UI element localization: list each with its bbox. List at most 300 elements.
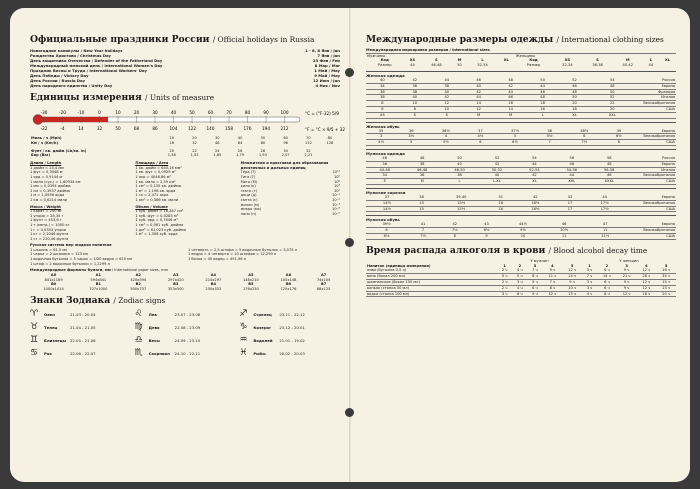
fahrenheit-tick: 86 bbox=[152, 126, 158, 131]
unit-row bbox=[30, 153, 340, 158]
celsius-tick: 0 bbox=[98, 110, 101, 115]
size-country: Европа bbox=[661, 83, 675, 88]
length-item: 1 мм = 0,0394 дюйма bbox=[30, 184, 71, 189]
size-value: 40-42 bbox=[622, 63, 633, 68]
zodiac-glyph-icon: ♍ bbox=[134, 322, 143, 333]
paper-title: Международные форматы бумаги, мм / International paper sizes, mm bbox=[30, 268, 169, 273]
prefix-name: милли (м) bbox=[240, 202, 260, 207]
size-cell: L-XL bbox=[493, 179, 501, 184]
size-code: XS bbox=[564, 58, 571, 63]
paper-size-row bbox=[30, 287, 340, 292]
clothing-sections bbox=[366, 71, 676, 240]
paper-code: A7 bbox=[320, 272, 327, 277]
size-cell: 3½ bbox=[408, 134, 415, 139]
paper-size: 148x210 bbox=[242, 277, 259, 282]
celsius-tick: 60 bbox=[207, 110, 214, 115]
size-cell: 44 bbox=[508, 89, 513, 94]
size-cell: 4 bbox=[444, 134, 447, 139]
fahrenheit-tick: 212 bbox=[280, 126, 289, 131]
celsius-tick: 10 bbox=[115, 110, 121, 115]
zodiac-glyph-icon: ♏ bbox=[134, 348, 143, 359]
alcohol-drink: шампанское (бокал 150 мл) bbox=[367, 279, 420, 284]
prefix-title: Множители и приставки для образования десятичных и дольных единиц bbox=[240, 161, 329, 170]
alcohol-time: 7 ч bbox=[549, 279, 556, 284]
size-code: XS bbox=[409, 58, 416, 63]
prefix-factor: 10⁻⁹ bbox=[332, 211, 340, 216]
unit-value: 1,38 bbox=[167, 153, 176, 158]
alcohol-time: 3 ч bbox=[586, 268, 593, 273]
zodiac-dates: 23.12 - 20.01 bbox=[279, 324, 305, 330]
alcohol-time: 5 ч bbox=[532, 279, 538, 284]
size-cell: 8½ bbox=[483, 228, 490, 233]
prefix-factor: 10⁻⁶ bbox=[332, 207, 340, 212]
size-cell: 20 bbox=[572, 101, 577, 106]
size-country bbox=[634, 112, 676, 118]
holiday-name: День народного единства / Unity Day bbox=[30, 83, 113, 88]
zodiac-dates: 23.07 - 23.08 bbox=[174, 311, 201, 317]
area-item: 1 см² = 0,155 кв. дюйма bbox=[135, 184, 181, 189]
unit-value: 2,21 bbox=[304, 153, 313, 158]
size-cell: 14 bbox=[476, 101, 481, 106]
prefix-row bbox=[241, 212, 340, 217]
zodiac-sign bbox=[135, 335, 236, 345]
liquid-item: 1 водочная бутылка = 5 чарок = 1/20 ведра = 615 мл bbox=[30, 257, 133, 262]
size-country: США bbox=[666, 233, 675, 238]
prefix-name: санти (с) bbox=[240, 197, 258, 202]
size-cell: 40 bbox=[494, 173, 500, 178]
zodiac-name: Рыбы bbox=[253, 350, 266, 356]
paper-code: A5 bbox=[248, 272, 254, 277]
prefix-factor: 10⁻³ bbox=[332, 202, 340, 207]
alcohol-time: 6 ч bbox=[604, 268, 610, 273]
size-cell: 46 bbox=[606, 173, 612, 178]
size-cell: 50 bbox=[540, 77, 545, 82]
unit-value: 60 bbox=[283, 136, 288, 140]
size-cell: 14 bbox=[508, 106, 513, 111]
paper-code: B7 bbox=[320, 282, 327, 287]
volume-item: 1 куб. фут = 0,0283 м³ bbox=[135, 213, 179, 218]
clothing-size-table bbox=[366, 156, 676, 185]
size-cell: 5½ bbox=[442, 140, 449, 145]
zodiac-dates: 21.01 - 19.02 bbox=[279, 337, 305, 343]
unit-value: 40 bbox=[237, 136, 243, 140]
size-cell: 41 bbox=[498, 194, 504, 199]
size-cell: XL bbox=[532, 179, 537, 184]
size-country: Италия bbox=[661, 95, 675, 100]
paper-code: A6 bbox=[285, 272, 292, 277]
zodiac-name: Овен bbox=[44, 311, 55, 317]
alcohol-time: 12 ч bbox=[642, 285, 651, 290]
liquid-item: 1 четверть = 2,5 штофа = 5 водочных бутылок = 3,075 л bbox=[188, 247, 297, 252]
size-cell: 42 bbox=[494, 161, 500, 166]
unit-value: 1,93 bbox=[258, 153, 267, 158]
size-country: США bbox=[666, 106, 675, 111]
unit-value: 1,79 bbox=[236, 153, 245, 158]
alcohol-time: 8 ч bbox=[549, 285, 556, 290]
size-cell: 10½ bbox=[560, 228, 569, 233]
unit-value: 32 bbox=[192, 140, 197, 145]
prefix-factor: 10⁹ bbox=[333, 174, 340, 179]
liquid-columns bbox=[30, 248, 340, 266]
prefix-name: кило (к) bbox=[240, 184, 256, 189]
alcohol-header: 1 bbox=[588, 263, 591, 268]
volume-item: 1 куб. дюйм = 16,387 см³ bbox=[135, 209, 184, 214]
zodiac-glyph-icon: ♐ bbox=[239, 309, 248, 320]
size-country: США bbox=[666, 179, 675, 184]
length-item: 1 миля (сух.) = 1,60934 км bbox=[30, 179, 81, 184]
alcohol-time: 3 ч bbox=[501, 291, 508, 296]
size-value: Размер bbox=[526, 63, 541, 68]
size-cell: 8 bbox=[453, 233, 456, 238]
alcohol-time: 28 ч bbox=[642, 274, 651, 279]
size-cell: 8 bbox=[381, 101, 384, 106]
liquid-list-1 bbox=[30, 248, 182, 266]
size-value: 50 bbox=[457, 63, 462, 68]
paper-code: B0 bbox=[50, 282, 57, 287]
clothing-section-title: Мужская одежда bbox=[366, 149, 676, 156]
size-cell: 52-54 bbox=[529, 167, 540, 172]
celsius-tick: -30 bbox=[40, 110, 48, 115]
size-country: Великобритания bbox=[643, 101, 675, 106]
size-country: Россия bbox=[662, 77, 675, 82]
units-columns bbox=[30, 161, 340, 241]
fahrenheit-tick: 50 bbox=[115, 126, 121, 131]
unit-value: 96 bbox=[283, 140, 288, 145]
paper-size: 1000x1414 bbox=[43, 287, 64, 292]
paper-code: B3 bbox=[173, 282, 179, 287]
size-cell: 36 bbox=[382, 161, 387, 166]
size-cell: 42 bbox=[412, 77, 418, 82]
right-page bbox=[366, 34, 676, 474]
unit-value: 50 bbox=[260, 136, 266, 140]
size-country: США bbox=[666, 206, 675, 211]
fahrenheit-tick: 140 bbox=[206, 126, 215, 131]
paper-size: 250x353 bbox=[205, 287, 222, 292]
size-cell: XXXL bbox=[604, 179, 614, 184]
unit-value: 20 bbox=[192, 136, 197, 140]
size-cell: 11 bbox=[561, 233, 567, 238]
size-value: 32-34 bbox=[562, 63, 573, 68]
size-cell: 44 bbox=[602, 194, 607, 199]
size-code: XL bbox=[664, 58, 670, 63]
holiday-list bbox=[30, 48, 340, 88]
fahrenheit-tick: 194 bbox=[262, 126, 270, 131]
size-cell: M bbox=[509, 112, 513, 117]
zodiac-name: Дева bbox=[148, 324, 160, 330]
holiday-row bbox=[30, 83, 340, 88]
size-cell: 38 bbox=[457, 173, 462, 178]
holiday-name: Праздник Весны и Труда / International Workers' Day bbox=[30, 68, 147, 73]
size-cell: 17 bbox=[567, 200, 573, 205]
alcohol-time: 2 ч bbox=[501, 268, 508, 273]
zodiac-sign bbox=[135, 322, 236, 332]
zodiac-name: Козерог bbox=[253, 324, 272, 330]
zodiac-glyph-icon: ♊ bbox=[30, 335, 39, 346]
size-cell: 16½ bbox=[531, 200, 540, 205]
volume-title: Объем / Volume bbox=[135, 204, 168, 209]
alcohol-time: 16 ч bbox=[642, 291, 651, 296]
prefix-name: Мега (М) bbox=[240, 179, 258, 184]
paper-code: B1 bbox=[95, 282, 101, 287]
size-cell: 46 bbox=[382, 155, 387, 160]
size-cell: 9 bbox=[485, 233, 488, 238]
size-cell: 34 bbox=[382, 173, 387, 178]
area-list bbox=[135, 166, 234, 203]
size-country: Великобритания bbox=[643, 134, 675, 139]
size-cell: 56 bbox=[569, 155, 575, 160]
size-cell: 16½ bbox=[531, 206, 540, 211]
thermometer-scale bbox=[30, 106, 346, 136]
size-cell: 14½ bbox=[382, 206, 391, 211]
prefix-name: микро (мк) bbox=[240, 207, 262, 212]
size-value: 52-54 bbox=[477, 63, 488, 68]
size-cell: 43 bbox=[484, 222, 489, 227]
alcohol-time: 15 ч bbox=[662, 279, 671, 284]
fahrenheit-tick: 68 bbox=[133, 126, 140, 131]
size-cell: 47 bbox=[602, 222, 608, 227]
alcohol-time: 9 ч bbox=[549, 268, 556, 273]
size-cell: 40 bbox=[412, 95, 418, 100]
size-cell: 41 bbox=[420, 222, 426, 227]
alcohol-header: 3 bbox=[533, 263, 537, 268]
size-cell: 56-58 bbox=[604, 167, 615, 172]
unit-label: Фунт / кв. дюйм (Lb/кв. in) bbox=[31, 148, 87, 153]
size-cell: 42 bbox=[533, 194, 538, 199]
celsius-tick: 40 bbox=[170, 110, 177, 115]
size-cell: 18 bbox=[540, 101, 545, 106]
alcohol-time: 8 ч bbox=[604, 291, 610, 296]
size-value: 44 bbox=[648, 63, 654, 68]
zodiac-dates: 21.04 - 21.05 bbox=[70, 324, 96, 330]
holiday-date: 12 Июн / Jun bbox=[313, 78, 340, 83]
size-cell: S bbox=[445, 112, 448, 117]
area-volume-col bbox=[135, 161, 234, 241]
prefix-factor: 10⁶ bbox=[333, 179, 340, 184]
celsius-tick: 50 bbox=[189, 110, 195, 115]
size-cell: 7½ bbox=[451, 228, 458, 233]
paper-size: 105x148 bbox=[280, 277, 297, 282]
alcohol-time: 9 ч bbox=[623, 285, 630, 290]
size-code: Код bbox=[380, 58, 389, 63]
size-cell: 46 bbox=[569, 161, 575, 166]
size-cell: 15 bbox=[419, 200, 424, 205]
paper-code: B5 bbox=[248, 282, 254, 287]
size-country: Франция bbox=[658, 89, 675, 94]
length-item: 1 ярд = 0,9144 м bbox=[30, 174, 63, 179]
unit-row bbox=[30, 141, 340, 146]
paper-code: B2 bbox=[135, 282, 141, 287]
fahrenheit-tick: 14 bbox=[78, 126, 84, 131]
size-cell: 15½ bbox=[457, 200, 466, 205]
size-cell: M bbox=[420, 179, 424, 184]
size-value: Размер bbox=[378, 63, 392, 68]
zodiac-dates: 24.09 - 23.10 bbox=[174, 337, 201, 343]
size-cell: 9½ bbox=[520, 228, 526, 233]
prefix-name: нано (н) bbox=[240, 211, 257, 216]
size-cell: L bbox=[541, 112, 544, 117]
size-cell: 52 bbox=[572, 77, 577, 82]
size-cell: 50-52 bbox=[491, 167, 503, 172]
alcohol-header: 1 bbox=[503, 263, 506, 268]
size-cell: 7½ bbox=[581, 140, 588, 145]
unit-value: 128 bbox=[326, 140, 334, 145]
unit-value: 22 bbox=[192, 148, 197, 153]
alcohol-time: 7 ч bbox=[532, 268, 538, 273]
paper-size: 125x176 bbox=[280, 287, 297, 292]
size-cell: S bbox=[383, 179, 386, 184]
alcohol-time: 12 ч bbox=[568, 268, 576, 273]
unit-value: 2,07 bbox=[281, 153, 290, 158]
size-cell: 54 bbox=[532, 155, 537, 160]
unit-value: 30 bbox=[215, 136, 220, 140]
size-cell: 36 bbox=[408, 128, 414, 133]
size-cell: 6½ bbox=[512, 140, 518, 145]
holiday-name: День Победы / Victory Day bbox=[30, 73, 89, 78]
paper-size: 707x1000 bbox=[89, 287, 108, 292]
zodiac-name: Скорпион bbox=[148, 350, 170, 356]
prefix-name: Тера (T) bbox=[240, 170, 256, 175]
size-cell bbox=[626, 206, 634, 212]
size-value: 44 bbox=[410, 63, 415, 68]
size-cell: 46 bbox=[476, 77, 481, 82]
alcohol-drink: коньяк (стопка 50 мл) bbox=[367, 285, 409, 290]
size-cell: 48 bbox=[508, 77, 513, 82]
size-cell: 40 bbox=[444, 89, 450, 94]
alcohol-time: 15 ч bbox=[662, 285, 671, 290]
volume-list bbox=[135, 209, 234, 237]
unit-value: 1,52 bbox=[190, 153, 199, 158]
size-cell: 42 bbox=[444, 95, 450, 100]
alcohol-women-label: У женщин bbox=[619, 258, 639, 263]
mass-item: 1 унция = 28,35 г bbox=[30, 213, 64, 218]
alcohol-time: 20 ч bbox=[662, 291, 671, 296]
alcohol-header: Напиток (единица измерения) bbox=[367, 263, 431, 268]
size-cell: 44-46 bbox=[379, 167, 390, 172]
size-country: Великобритания bbox=[643, 173, 675, 178]
size-cell: 36½ bbox=[441, 128, 450, 133]
liquid-item: 1 ведро = 4 четверти = 10 штофов = 12,299 л bbox=[188, 252, 277, 257]
size-value: 36-38 bbox=[592, 63, 603, 68]
zodiac-sign bbox=[239, 322, 340, 332]
paper-size: 500x707 bbox=[130, 287, 147, 292]
size-country: Италия bbox=[661, 167, 675, 172]
paper-size: 74x105 bbox=[316, 277, 331, 282]
paper-code: B6 bbox=[285, 282, 292, 287]
celsius-tick: 30 bbox=[152, 110, 158, 115]
unit-value: 20 bbox=[169, 148, 175, 153]
unit-value: 10 bbox=[169, 136, 175, 140]
size-cell: 42 bbox=[476, 89, 481, 94]
unit-value: 80 bbox=[327, 136, 333, 140]
size-cell: 15 bbox=[419, 206, 424, 211]
alcohol-time: 3 ч bbox=[586, 285, 593, 290]
zodiac-name: Стрелец bbox=[253, 311, 272, 317]
size-cell: 36 bbox=[419, 173, 425, 178]
size-cell: 52 bbox=[494, 155, 500, 160]
size-cell: 4½ bbox=[477, 134, 484, 139]
zodiac-name: Близнецы bbox=[44, 337, 66, 343]
liquid-list-2 bbox=[188, 248, 340, 266]
size-cell: 4½ bbox=[378, 140, 384, 145]
size-value bbox=[498, 63, 515, 68]
celsius-tick: 70 bbox=[226, 110, 232, 115]
size-country: Великобритания bbox=[643, 200, 675, 205]
celsius-tick: -20 bbox=[59, 110, 66, 115]
size-code: M bbox=[625, 58, 630, 63]
paper-code: A1 bbox=[95, 272, 101, 277]
holiday-name: Новогодние каникулы / New Year holidays bbox=[30, 48, 123, 53]
alcohol-time: 6 ч bbox=[604, 279, 610, 284]
alcohol-time: 35 ч bbox=[662, 274, 671, 279]
size-cell: 20 bbox=[609, 106, 615, 111]
alcohol-time: 9 ч bbox=[623, 268, 630, 273]
size-cell: 7½ bbox=[420, 233, 426, 238]
size-cell: 6 bbox=[385, 228, 388, 233]
size-cell: 6 bbox=[479, 140, 482, 145]
alcohol-title: Время распада алкоголя в крови / Blood alcohol decay time bbox=[366, 244, 648, 256]
size-cell: S bbox=[413, 112, 416, 117]
prefix-col bbox=[241, 161, 340, 241]
unit-label: Км / ч (Km/h) bbox=[31, 140, 59, 145]
size-cell: 11 bbox=[602, 228, 608, 233]
mass-item: 1 кг = 2,2046 фунта bbox=[30, 232, 69, 237]
prefix-name: гекто (г) bbox=[240, 188, 258, 193]
size-cell: 48 bbox=[606, 161, 612, 166]
zodiac-glyph-icon: ♈ bbox=[30, 309, 39, 320]
size-cell: 16 bbox=[498, 206, 504, 211]
alcohol-header: 4 bbox=[645, 263, 648, 268]
size-cell: M bbox=[477, 112, 481, 117]
size-cell: 46 bbox=[572, 83, 577, 88]
liquid-item: 1 шкалик = 61,5 мл bbox=[30, 247, 68, 252]
alcohol-time: 9 ч bbox=[532, 291, 538, 296]
size-country: Европа bbox=[661, 194, 675, 199]
size-cell: XL bbox=[572, 112, 577, 117]
intl-sizes-subtitle: Международная маркировка размеров / International sizes bbox=[366, 48, 676, 54]
holiday-date: 1 - 6, 8 Янв / Jan bbox=[305, 48, 340, 53]
volume-item: 1 дм³ = 61,023 куб. дюйма bbox=[135, 227, 186, 232]
size-cell: 37½ bbox=[511, 128, 520, 133]
size-code: M bbox=[457, 58, 462, 63]
zodiac-sign bbox=[30, 335, 131, 345]
zodiac-sign bbox=[135, 348, 236, 358]
size-cell: 44 bbox=[444, 77, 450, 82]
zodiac-dates: 20.02 - 20.03 bbox=[279, 350, 305, 356]
area-item: 1 кв. фут = 0,0929 м² bbox=[135, 170, 176, 175]
paper-sizes-table bbox=[30, 273, 340, 292]
unit-value: 70 bbox=[306, 136, 311, 140]
alcohol-drink: водка (стопка 100 мл) bbox=[367, 291, 410, 296]
length-item: 1 км = 0,6214 мили bbox=[30, 197, 68, 202]
size-country: Европа bbox=[661, 161, 675, 166]
size-cell: 48 bbox=[572, 89, 577, 94]
size-code: S bbox=[435, 58, 438, 63]
fahrenheit-tick: 32 bbox=[96, 126, 103, 131]
alcohol-men-label: У мужчин bbox=[530, 258, 549, 263]
fahrenheit-tick: 176 bbox=[243, 126, 252, 131]
prefix-factor: 10² bbox=[333, 188, 340, 193]
alcohol-time: 6 ч bbox=[532, 285, 538, 290]
unit-value: 24 bbox=[215, 148, 220, 153]
liquid-item: 1 бочка = 40 ведер = 491,96 л bbox=[188, 257, 246, 262]
area-title: Площадь / Area bbox=[135, 161, 169, 166]
paper-code: A3 bbox=[173, 272, 179, 277]
mass-item: 1 карат = 200 мг bbox=[30, 209, 63, 214]
size-cell: 37 bbox=[478, 128, 483, 133]
unit-value: 26 bbox=[237, 148, 243, 153]
zodiac-dates: 22.08 - 23.09 bbox=[174, 324, 201, 330]
holiday-date: 4 Ноя / Nov bbox=[315, 83, 340, 88]
